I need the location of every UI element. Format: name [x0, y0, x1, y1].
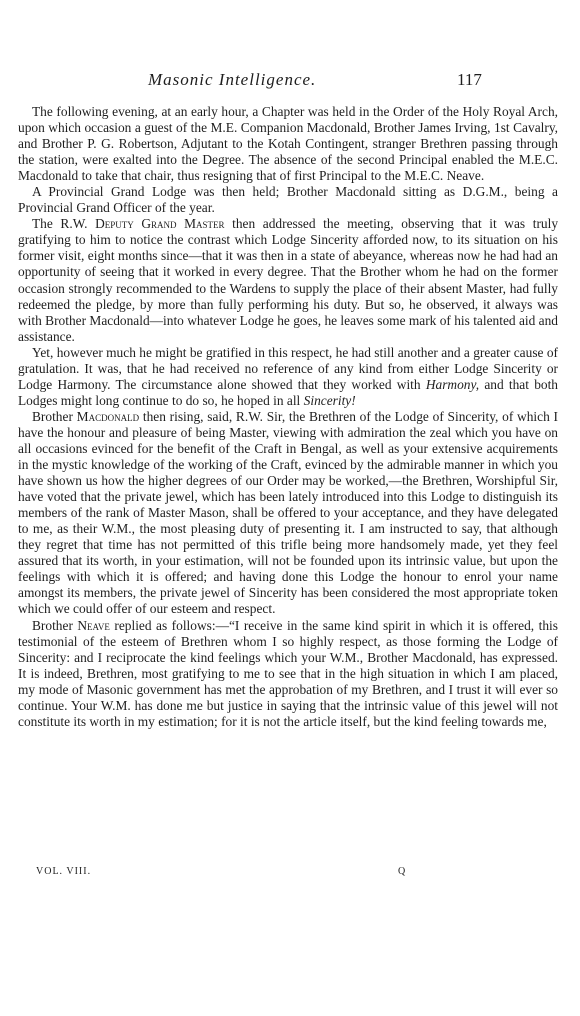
paragraph-intro: Brother: [32, 408, 73, 424]
italic-emphasis: Harmony,: [425, 376, 480, 392]
paragraph-intro: The R.W.: [32, 216, 88, 232]
paragraph-intro: Brother: [32, 617, 73, 633]
paragraph: [18, 409, 558, 618]
paragraph-text: The following evening, at an early hour, a Chapter was held in the Order of the Holy Royal Arch, upon which occasion a guest of the M.E. Companion Macdonald, Brother James Irving, 1st Cavalry, and Brother P. G. Robertson, Adjutant to the Kotah Contingent, stranger Brethren passing through the station, were exalted into the Degree. The absence of the second Principal enabled the M.E.C. Macdonald to take that chair, thus resigning that of first Principal to the M.E.C. Neave.: [18, 104, 558, 184]
volume-label: VOL. VIII.: [36, 866, 92, 877]
signature-mark: Q: [398, 866, 406, 877]
paragraph-text: Yet, however much he might be gratified in this respect, he had still another and a greater cause of gratulation. It was, that he had received no reference of any kind from either Lodge Sincerity or Lodge Harmony. The circumstance alone showed that they worked with: [18, 344, 558, 392]
page-number: 117: [457, 70, 482, 89]
paragraph: [18, 345, 558, 409]
running-title: Masonic Intelligence.: [148, 70, 317, 89]
paragraph-text: then rising, said, R.W. Sir, the Brethren of the Lodge of Sincerity, of which I have the honour and pleasure of being Master, viewing with admiration the zeal which you have on all occasions evinced for the benefit of the Craft in Bengal, as well as your extensive acquirements in the mystic knowledge of the working of the Craft, evinced by the admirable manner in which you have shown us how the higher degrees of our Order may be worked,—the Brethren, Worshipful Sir, have voted that the private jewel, which has been lately introduced into this Lodge to distinguish its members of the rank of Master Mason, shall be offered to your acceptance, and they have delegated to me, as their W.M., the most pleasing duty of presenting it. I am instructed to say, that although they regret that time has not permitted of this trifle being more handsomely made, yet they feel assured that its worth, in your estimation, will not be founded upon its intrinsic value, but upon the feelings with which it is offered; and having done this Lodge the honour to enrol your name amongst its members, the private jewel of Sincerity has been considered the most appropriate token which we could offer of our esteem and respect.: [18, 408, 558, 617]
paragraph-text: and that both Lodges might long continue to do so, he hoped in all: [18, 376, 559, 408]
speaker-name: Neave: [77, 617, 110, 633]
paragraph: [18, 104, 558, 184]
paragraph-text: A Provincial Grand Lodge was then held; Brother Macdonald sitting as D.G.M., being a Provincial Grand Officer of the year.: [18, 184, 558, 216]
officer-title: Deputy Grand Master: [95, 216, 225, 232]
paragraph: [18, 216, 558, 344]
paragraph-text: then addressed the meeting, observing that it was truly gratifying to him to notice the contrast which Lodge Sincerity afforded now, to its situation on his former visit, eight months since—that it was then in a state of abeyance, whereas now he had had an opportunity of seeing that it worked in every degree. That the Brother whom he had on the former occasion strongly recommended to the Wardens to supply the place of their absent Master, had fully redeemed the pledge, by more than fully performing his duty. But so, he observed, it always was with Brother Macdonald—into whatever Lodge he goes, he leaves some mark of his talented aid and assistance.: [18, 216, 559, 344]
speaker-name: Macdonald: [76, 408, 140, 424]
paragraph: [18, 618, 558, 730]
page-footer: [0, 866, 580, 880]
article-body: [18, 104, 558, 730]
paragraph: [18, 184, 558, 216]
paragraph-text: replied as follows:—“I receive in the same kind spirit in which it is offered, this testimonial of the esteem of Brethren whom I so highly respect, as those forming the Lodge of Sincerity: and I reciprocate the kind feelings which your W.M., Brother Macdonald, has expressed. It is indeed, Brethren, most gratifying to me to see that in the high situation in which I am placed, my mode of Masonic government has met the approbation of my Brethren, and I trust it will ever so continue. Your W.M. has done me but justice in saying that the intrinsic value of this jewel will not constitute its worth in my estimation; for it is not the article itself, but the kind feeling towards me,: [18, 617, 558, 729]
running-head: [0, 70, 580, 90]
italic-emphasis: Sincerity!: [303, 392, 356, 408]
